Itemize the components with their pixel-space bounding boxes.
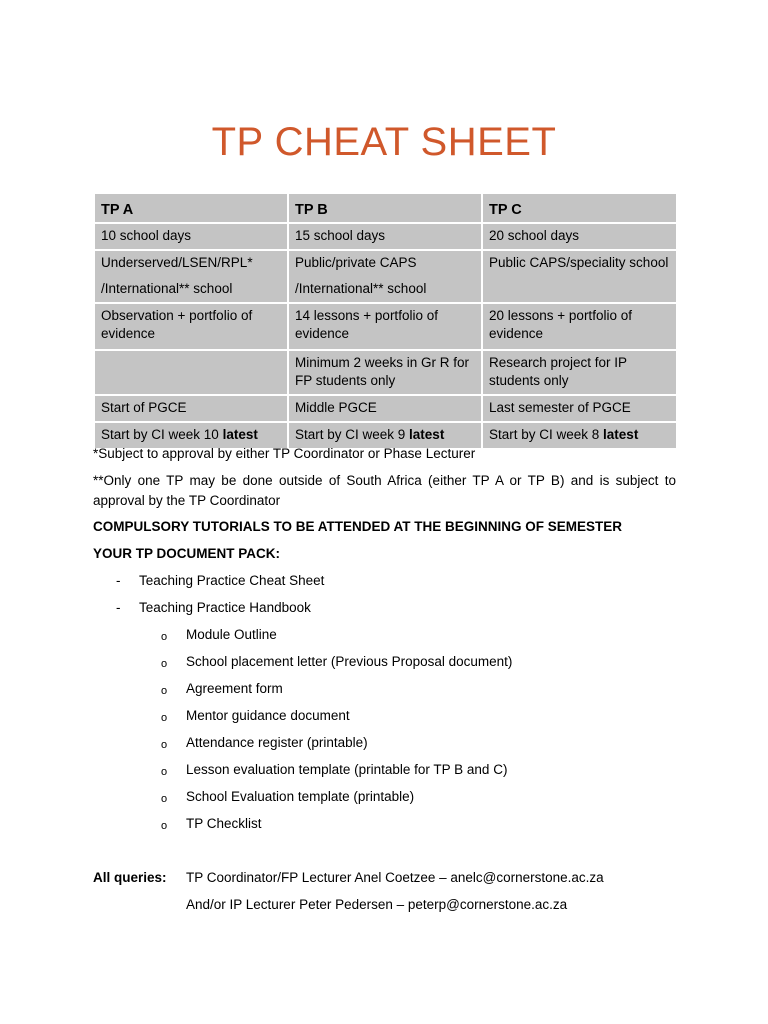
circle-bullet-icon: o [161,820,168,832]
compulsory-tutorials-note: COMPULSORY TUTORIALS TO BE ATTENDED AT THE BEGINNING OF SEMESTER [93,519,623,534]
circle-bullet-icon: o [161,658,168,670]
table-cell: 20 school days [482,223,677,250]
queries-label: All queries: [93,870,167,885]
circle-bullet-icon: o [161,766,168,778]
table-row [94,223,677,250]
list-item [93,625,512,652]
dash-marker: - [116,573,121,588]
list-item-label: School Evaluation template (printable) [186,789,415,804]
table-row [94,395,677,422]
circle-bullet-icon: o [161,793,168,805]
header-tp-c: TP C [482,193,677,223]
handbook-sublist [93,625,512,841]
coordinator-contact: TP Coordinator/FP Lecturer Anel Coetzee – anelc@cornerstone.ac.za [186,870,604,885]
cell-emphasis: latest [409,427,445,442]
cell-prefix: Start by CI week 10 [101,427,223,442]
table-cell: Research project for IP students only [482,350,677,395]
table-cell: 20 lessons + portfolio of evidence [482,303,677,350]
table-cell: 10 school days [94,223,288,250]
table-cell: Middle PGCE [288,395,482,422]
list-item [93,787,512,814]
cell-prefix: Start by CI week 8 [489,427,604,442]
list-item [93,652,512,679]
document-pack-heading: YOUR TP DOCUMENT PACK: [93,546,281,561]
list-item-label: Agreement form [186,681,283,696]
list-item-label: Attendance register (printable) [186,735,368,750]
tp-comparison-table [93,192,678,450]
table-cell [288,250,482,303]
circle-bullet-icon: o [161,712,168,724]
page-title: TP CHEAT SHEET [211,120,557,164]
list-item [93,679,512,706]
table-row [94,350,677,395]
table-cell: Observation + portfolio of evidence [94,303,288,350]
table-header-row [94,193,677,223]
dash-marker: - [116,600,121,615]
header-tp-b: TP B [288,193,482,223]
cell-line: Public/private CAPS [295,255,417,270]
table-cell: Minimum 2 weeks in Gr R for FP students only [288,350,482,395]
table-row [94,250,677,303]
list-item-label: Teaching Practice Cheat Sheet [139,573,325,588]
list-item-label: Module Outline [186,627,277,642]
cell-emphasis: latest [603,427,639,442]
circle-bullet-icon: o [161,685,168,697]
list-item [93,760,512,787]
table-cell: Last semester of PGCE [482,395,677,422]
cell-line: /International** school [101,281,233,296]
list-item [93,598,324,625]
circle-bullet-icon: o [161,739,168,751]
list-item-label: Mentor guidance document [186,708,350,723]
list-item-label: TP Checklist [186,816,262,831]
list-item-label: Lesson evaluation template (printable for TP B and C) [186,762,508,777]
table-cell: 14 lessons + portfolio of evidence [288,303,482,350]
international-note: **Only one TP may be done outside of South Africa (either TP A or TP B) and is subject to approval by the TP Coordinator [93,473,676,508]
header-tp-a: TP A [94,193,288,223]
cell-line: /International** school [295,281,427,296]
circle-bullet-icon: o [161,631,168,643]
document-pack-list [93,571,324,625]
cell-prefix: Start by CI week 9 [295,427,410,442]
list-item-label: Teaching Practice Handbook [139,600,311,615]
list-item [93,814,512,841]
table-cell: Start of PGCE [94,395,288,422]
list-item [93,571,324,598]
table-cell [94,350,288,395]
cell-emphasis: latest [222,427,258,442]
ip-lecturer-contact: And/or IP Lecturer Peter Pedersen – peterp@cornerstone.ac.za [186,897,568,912]
list-item [93,733,512,760]
table-row [94,303,677,350]
cell-line: Underserved/LSEN/RPL* [101,255,253,270]
table-cell [94,250,288,303]
approval-note: *Subject to approval by either TP Coordinator or Phase Lecturer [93,446,476,461]
list-item [93,706,512,733]
table-cell: 15 school days [288,223,482,250]
cell-line: Public CAPS/speciality school [489,255,669,270]
table-cell [482,250,677,303]
list-item-label: School placement letter (Previous Proposal document) [186,654,513,669]
